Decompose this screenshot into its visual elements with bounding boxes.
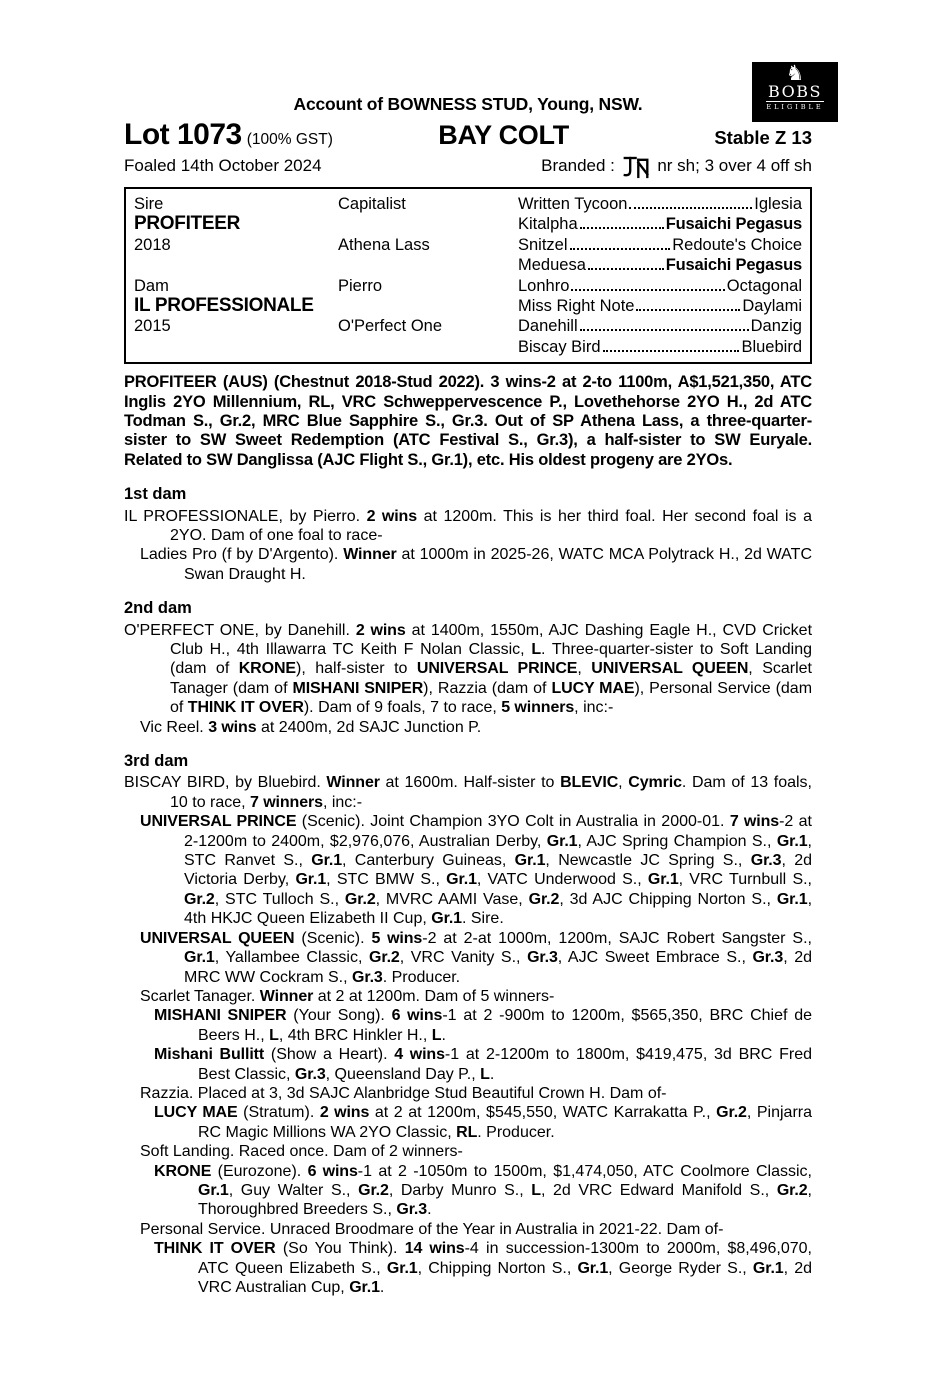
spacer xyxy=(134,255,338,275)
dam-entry: O'PERFECT ONE, by Danehill. 2 wins at 1400m, 1550m, AJC Dashing Eagle H., CVD Cricket Club H., 4th Illawarra TC Keith F Nolan Classic, L. Three-quarter-sister to Soft Landing (dam of KRONE), half-sister to UNIVERSAL PRINCE, UNIVERSAL QUEEN, Scarlet Tanager (dam of MISHANI SNIPER), Razzia (dam of LUCY MAE), Personal Service (dam of THINK IT OVER). Dam of 9 foals, 7 to race, 5 winners, inc:- xyxy=(124,621,813,717)
progeny-entry: UNIVERSAL PRINCE (Scenic). Joint Champion 3YO Colt in Australia in 2000-01. 7 wins-2 at 2-1200m to 2400m, $2,976,076, Australian Derby, Gr.1, AJC Spring Champion S., Gr.1, STC Ranvet S., Gr.1, Canterbury Guineas, Gr.1, Newcastle JC Spring S., Gr.3, 2d Victoria Derby, Gr.1, STC BMW S., Gr.1, VATC Underwood S., Gr.1, VRC Turnbull S., Gr.2, STC Tulloch S., Gr.2, MVRC AAMI Vase, Gr.2, 3d AJC Chipping Norton S., Gr.1, 4th HKJC Queen Elizabeth II Cup, Gr.1. Sire. xyxy=(140,813,813,928)
lot-row xyxy=(124,118,812,152)
branded-suffix: nr sh; 3 over 4 off sh xyxy=(652,156,812,175)
progeny-entry: KRONE (Eurozone). 6 wins-1 at 2 -1050m to 1500m, $1,474,050, ATC Coolmore Classic, Gr.1, Guy Walter S., Gr.2, Darby Munro S., L, 2d VRC Edward Manifold S., Gr.2, Thoroughbred Breeders S., Gr.3. xyxy=(154,1162,813,1219)
progeny-entry: Vic Reel. 3 wins at 2400m, 2d SAJC Junction P. xyxy=(140,718,482,736)
horse-head-icon: ♞ xyxy=(785,62,805,85)
bobs-logo-subtitle: ELIGIBLE xyxy=(766,103,824,111)
gen3-left: Written Tycoon xyxy=(518,195,628,213)
pedigree-row xyxy=(518,255,802,275)
vendor-account-line: Account of BOWNESS STUD, Young, NSW. xyxy=(293,94,643,114)
pedigree-row xyxy=(518,337,802,357)
dot-leader xyxy=(603,350,740,352)
branded-info xyxy=(541,155,812,177)
pedigree-row xyxy=(518,296,802,316)
progeny-entry: LUCY MAE (Stratum). 2 wins at 2 at 1200m, $545,550, WATC Karrakatta P., Gr.2, Pinjarra RC Magic Millions WA 2YO Classic, RL. Producer. xyxy=(154,1104,813,1141)
gst-note: (100% GST) xyxy=(246,131,333,148)
dot-leader xyxy=(629,207,752,209)
dot-leader xyxy=(580,227,664,229)
spacer xyxy=(338,255,518,275)
gen3-right: Danzig xyxy=(750,317,802,336)
pedigree-row xyxy=(518,214,802,234)
dot-leader xyxy=(588,268,664,270)
progeny-entry: THINK IT OVER (So You Think). 14 wins-4 in succession-1300m to 2000m, $8,496,070, ATC Queen Elizabeth S., Gr.1, Chipping Norton S., Gr.1, George Ryder S., Gr.1, 2d VRC Australian Cup, Gr.1. xyxy=(154,1240,813,1296)
foaled-branded-row xyxy=(124,155,812,177)
progeny-entry: Personal Service. Unraced Broodmare of the Year in Australia in 2021-22. Dam of- xyxy=(140,1220,724,1238)
progeny-entry: Scarlet Tanager. Winner at 2 at 1200m. Dam of 5 winners- xyxy=(140,987,555,1005)
gen3-left: Biscay Bird xyxy=(518,337,601,356)
branded-prefix: Branded : xyxy=(541,156,620,175)
dam-label: Dam xyxy=(134,276,169,295)
pedigree-row xyxy=(518,316,802,336)
progeny-entry: Razzia. Placed at 3, 3d SAJC Alanbridge Stud Beautiful Crown H. Dam of- xyxy=(140,1084,667,1102)
gen3-left: Miss Right Note xyxy=(518,296,635,315)
gen3-left: Meduesa xyxy=(518,256,586,275)
gen3-right: Redoute's Choice xyxy=(672,235,802,254)
spacer xyxy=(338,296,518,316)
gen3-left: Kitalpha xyxy=(518,215,578,234)
dam-sire: Pierro xyxy=(338,276,383,295)
gen3-right: Fusaichi Pegasus xyxy=(665,215,802,234)
progeny-entry: MISHANI SNIPER (Your Song). 6 wins-1 at 2 -900m to 1200m, $565,350, BRC Chief de Beers H., L, 4th BRC Hinkler H., L. xyxy=(154,1007,813,1044)
pedigree-col-parents xyxy=(134,194,338,357)
section-heading-3rd-dam: 3rd dam xyxy=(124,752,189,771)
sire-dam: Athena Lass xyxy=(338,235,430,254)
dam-name: IL PROFESSIONALE xyxy=(134,295,314,316)
progeny-entry: Ladies Pro (f by D'Argento). Winner at 1000m in 2025-26, WATC MCA Polytrack H., 2d WATC Swan Draught H. xyxy=(140,546,812,583)
dot-leader xyxy=(570,248,671,250)
pedigree-row xyxy=(518,235,802,255)
pedigree-col-grandparents xyxy=(338,194,518,357)
bobs-logo-word: BOBS xyxy=(768,82,822,101)
progeny-entry: UNIVERSAL QUEEN (Scenic). 5 wins-2 at 2-at 1000m, 1200m, SAJC Robert Sangster S., Gr.1, Yallambee Classic, Gr.2, VRC Vanity S., Gr.3, AJC Sweet Embrace S., Gr.3, 2d MRC WW Cockram S., Gr.3. Producer. xyxy=(140,929,812,986)
lot-number: Lot 1073 xyxy=(124,118,242,151)
dot-leader xyxy=(580,329,749,331)
dam-entry: BISCAY BIRD, by Bluebird. Winner at 1600m. Half-sister to BLEVIC, Cymric. Dam of 13 foals, 10 to race, 7 winners, inc:- xyxy=(124,774,813,811)
gen3-left: Snitzel xyxy=(518,235,568,254)
dam-year: 2015 xyxy=(134,317,171,336)
sire-race-record: PROFITEER (AUS) (Chestnut 2018-Stud 2022). 3 wins-2 at 2-to 1100m, A$1,521,350, ATC Inglis 2YO Millennium, RL, VRC Schweppervescence P., Lovethehorse 2YO H., 2d ATC Todman S., Gr.2, MRC Blue Sapphire S., Gr.3. Out of SP Athena Lass, a three-quarter-sister to SW Sweet Redemption (ATC Festival S., Gr.3), a half-sister to SW Euryale. Related to SW Danglissa (AJC Flight S., Gr.1), etc. His oldest progeny are 2YOs. xyxy=(124,373,812,469)
stable-number: Stable Z 13 xyxy=(714,127,812,148)
sire-label: Sire xyxy=(134,195,164,213)
gen3-left: Lonhro xyxy=(518,276,570,295)
spacer xyxy=(134,337,338,357)
dam-entry: IL PROFESSIONALE, by Pierro. 2 wins at 1200m. This is her third foal. Her second foal is a 2YO. Dam of one foal to race- xyxy=(124,507,812,544)
bobs-eligible-logo xyxy=(752,62,838,122)
dot-leader xyxy=(636,309,740,311)
section-heading-2nd-dam: 2nd dam xyxy=(124,599,192,618)
pedigree-row xyxy=(518,194,802,214)
sire-year: 2018 xyxy=(134,235,171,254)
pedigree-row xyxy=(518,276,802,296)
gen3-right: Bluebird xyxy=(741,337,802,356)
pedigree-col-gen3 xyxy=(518,194,802,357)
page-title: BAY COLT xyxy=(438,120,569,150)
dot-leader xyxy=(571,289,724,291)
dam-dam: O'Perfect One xyxy=(338,317,443,336)
jn-brand-mark-icon xyxy=(623,155,650,179)
gen3-right: Iglesia xyxy=(754,195,802,213)
progeny-entry: Soft Landing. Raced once. Dam of 2 winners- xyxy=(140,1143,463,1161)
section-heading-1st-dam: 1st dam xyxy=(124,485,187,504)
gen3-right: Daylami xyxy=(742,296,802,315)
spacer xyxy=(338,337,518,357)
gen3-right: Octagonal xyxy=(726,276,802,295)
spacer xyxy=(338,214,518,234)
progeny-entry: Mishani Bullitt (Show a Heart). 4 wins-1 at 2-1200m to 1800m, $419,475, 3d BRC Fred Best Classic, Gr.3, Queensland Day P., L. xyxy=(154,1046,812,1083)
sire-name: PROFITEER xyxy=(134,214,241,235)
foaled-date: Foaled 14th October 2024 xyxy=(124,156,322,175)
gen3-right: Fusaichi Pegasus xyxy=(665,256,802,275)
sire-sire: Capitalist xyxy=(338,195,406,213)
pedigree-table xyxy=(124,187,812,364)
gen3-left: Danehill xyxy=(518,317,578,336)
